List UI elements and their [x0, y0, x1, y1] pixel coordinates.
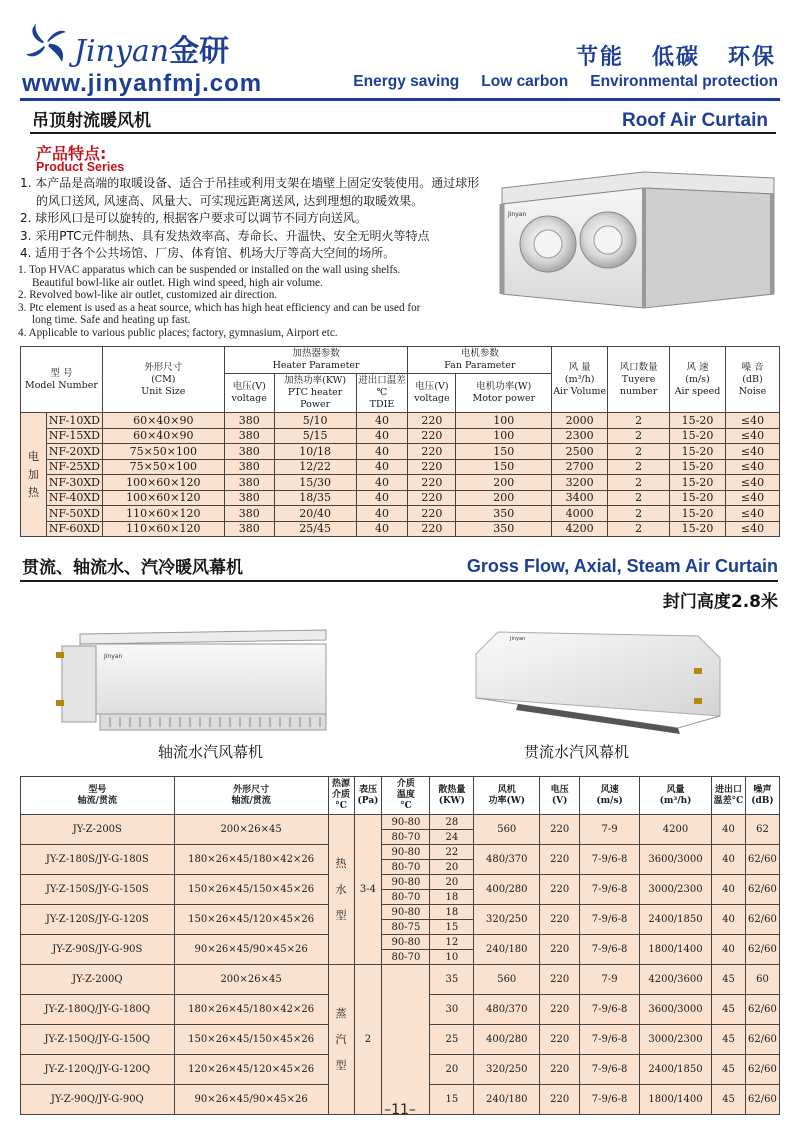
cell-heater-voltage: 380 — [224, 428, 274, 444]
cell-size: 75×50×100 — [102, 459, 224, 475]
col-fan-group: 电机参数 Fan Parameter — [408, 347, 552, 374]
cell-medium-temp: 90-80 — [382, 815, 430, 830]
cell-size: 110×60×120 — [102, 521, 224, 537]
t2-col-model: 型号 轴流/贯流 — [21, 777, 175, 815]
cell-fan-voltage: 220 — [408, 428, 456, 444]
cell-motor: 240/180 — [474, 1085, 540, 1115]
cell-medium-temp: 80-75 — [382, 920, 430, 935]
col-heater-group: 加热器参数 Heater Parameter — [224, 347, 408, 374]
cell-volume: 3000/2300 — [640, 875, 712, 905]
cell-tdie: 40 — [356, 521, 408, 537]
cell-noise: 62 — [745, 815, 779, 845]
cell-speed: 7-9/6-8 — [580, 875, 640, 905]
svg-text:Jinyan: Jinyan — [510, 636, 526, 642]
cell-noise: ≤40 — [725, 459, 779, 475]
table-row — [21, 965, 780, 995]
cell-air-volume: 3400 — [552, 490, 608, 506]
cell-size: 180×26×45/180×42×26 — [174, 845, 328, 875]
cell-ptc-power: 10/18 — [274, 444, 356, 460]
table-row — [21, 905, 780, 920]
cell-model: NF-25XD — [46, 459, 102, 475]
cell-size: 60×40×90 — [102, 428, 224, 444]
cell-volume: 4200/3600 — [640, 965, 712, 995]
cell-heat: 30 — [430, 995, 474, 1025]
cell-medium-temp: 90-80 — [382, 935, 430, 950]
slogan-en-2: Low carbon — [481, 73, 569, 90]
cell-heater-voltage: 380 — [224, 444, 274, 460]
cell-ptc-power: 20/40 — [274, 506, 356, 522]
cell-air-volume: 2700 — [552, 459, 608, 475]
cell-size: 150×26×45/150×45×26 — [174, 1025, 328, 1055]
t2-col-voltage: 电压 (V) — [540, 777, 580, 815]
water-steam-curtain-spec-table — [20, 776, 780, 1115]
cell-tdie: 40 — [356, 444, 408, 460]
feature-cn-item: 4. 适用于各个公共场馆、厂房、体育馆、机场大厅等高大空间的场所。 — [20, 246, 396, 260]
roof-air-curtain-image — [494, 168, 782, 316]
cell-pressure: 3-4 — [354, 815, 382, 965]
page-number: –11– — [384, 1102, 416, 1118]
feature-en-main: 2. Revolved bowl-like air outlet, customized air direction. — [18, 289, 278, 302]
cell-fan-voltage: 220 — [408, 475, 456, 491]
cell-size: 60×40×90 — [102, 413, 224, 429]
cell-noise: 62/60 — [745, 1025, 779, 1055]
header-divider — [20, 98, 780, 101]
cell-tdie: 45 — [711, 1085, 745, 1115]
cell-heat: 12 — [430, 935, 474, 950]
cell-tuyere: 2 — [608, 444, 670, 460]
cell-heater-voltage: 380 — [224, 506, 274, 522]
cell-heater-voltage: 380 — [224, 413, 274, 429]
col-tdie: 进出口温差 ℃ TDIE — [356, 374, 408, 413]
cell-air-speed: 15-20 — [670, 413, 726, 429]
cell-voltage: 220 — [540, 1025, 580, 1055]
feature-en-item — [18, 327, 488, 340]
cell-heat: 25 — [430, 1025, 474, 1055]
cell-ptc-power: 5/15 — [274, 428, 356, 444]
cell-model: NF-40XD — [46, 490, 102, 506]
cell-tdie: 40 — [356, 506, 408, 522]
cell-air-volume: 3200 — [552, 475, 608, 491]
table-row — [21, 506, 780, 522]
cell-size: 100×60×120 — [102, 490, 224, 506]
cell-air-volume: 4200 — [552, 521, 608, 537]
cell-tdie: 40 — [711, 815, 745, 845]
cell-speed: 7-9/6-8 — [580, 935, 640, 965]
cell-size: 200×26×45 — [174, 965, 328, 995]
cell-air-speed: 15-20 — [670, 490, 726, 506]
cell-medium-temp: 80-70 — [382, 890, 430, 905]
t2-col-motor: 风机 功率(W) — [474, 777, 540, 815]
col-size: 外形尺寸 (CM) Unit Size — [102, 347, 224, 413]
svg-text:Jinyan: Jinyan — [104, 653, 123, 660]
cell-motor-power: 100 — [456, 428, 552, 444]
cell-motor-power: 150 — [456, 459, 552, 475]
cell-medium-temp: 80-70 — [382, 830, 430, 845]
cell-volume: 1800/1400 — [640, 1085, 712, 1115]
features-list-en — [18, 264, 488, 340]
cell-tdie: 45 — [711, 965, 745, 995]
cell-size: 90×26×45/90×45×26 — [174, 935, 328, 965]
cell-air-speed: 15-20 — [670, 444, 726, 460]
col-model: 型 号 Model Number — [21, 347, 103, 413]
feature-en-main: 4. Applicable to various public places; factory, gymnasium, Airport etc. — [18, 326, 338, 339]
cell-model: JY-Z-180Q/JY-G-180Q — [21, 995, 175, 1025]
cell-ptc-power: 12/22 — [274, 459, 356, 475]
feature-cn-item: 2. 球形风口是可以旋转的, 根据客户要求可以调节不同方向送风。 — [20, 211, 367, 225]
cell-tdie: 45 — [711, 1055, 745, 1085]
category-electric-heating: 电 加 热 — [21, 413, 47, 537]
cell-air-volume: 2000 — [552, 413, 608, 429]
cell-tdie: 40 — [356, 475, 408, 491]
cell-ptc-power: 5/10 — [274, 413, 356, 429]
feature-en-item — [18, 302, 488, 327]
cell-heater-voltage: 380 — [224, 459, 274, 475]
table-row — [21, 815, 780, 830]
cell-voltage: 220 — [540, 905, 580, 935]
brand-name-cn: 金研 — [169, 34, 230, 69]
t2-col-medium: 热源 介质 °C — [328, 777, 354, 815]
cell-heat: 15 — [430, 1085, 474, 1115]
cell-heat: 20 — [430, 1055, 474, 1085]
cell-size: 200×26×45 — [174, 815, 328, 845]
cell-size: 110×60×120 — [102, 506, 224, 522]
cell-model: NF-15XD — [46, 428, 102, 444]
cell-size: 90×26×45/90×45×26 — [174, 1085, 328, 1115]
cell-voltage: 220 — [540, 965, 580, 995]
cell-speed: 7-9 — [580, 965, 640, 995]
brand-logo — [22, 20, 262, 70]
cell-size: 120×26×45/120×45×26 — [174, 1055, 328, 1085]
cell-model: JY-Z-150Q/JY-G-150Q — [21, 1025, 175, 1055]
feature-en-main: 1. Top HVAC apparatus which can be suspended or installed on the wall using shelfs. — [18, 264, 401, 276]
cell-noise: 62/60 — [745, 845, 779, 875]
slogan-cn-3: 环保 — [727, 45, 776, 70]
cell-motor-power: 150 — [456, 444, 552, 460]
cell-heat: 10 — [430, 950, 474, 965]
cell-noise: ≤40 — [725, 413, 779, 429]
brand-name — [74, 26, 229, 70]
section2-divider — [20, 580, 778, 582]
cell-fan-voltage: 220 — [408, 444, 456, 460]
cell-tdie: 40 — [356, 413, 408, 429]
col-air-volume: 风 量 (m³/h) Air Volume — [552, 347, 608, 413]
feature-en-item — [18, 264, 488, 289]
cell-medium-temp: 80-70 — [382, 950, 430, 965]
cell-model: JY-Z-200Q — [21, 965, 175, 995]
cell-tuyere: 2 — [608, 506, 670, 522]
axial-water-steam-curtain-image — [54, 628, 336, 738]
cell-noise: 62/60 — [745, 935, 779, 965]
cell-size: 150×26×45/150×45×26 — [174, 875, 328, 905]
cell-tdie: 40 — [711, 905, 745, 935]
cell-motor-power: 350 — [456, 506, 552, 522]
roof-air-curtain-spec-body — [21, 413, 780, 537]
cell-noise: ≤40 — [725, 521, 779, 537]
cell-motor: 240/180 — [474, 935, 540, 965]
cell-air-speed: 15-20 — [670, 428, 726, 444]
cell-motor: 400/280 — [474, 875, 540, 905]
cell-motor: 560 — [474, 965, 540, 995]
cell-model: NF-50XD — [46, 506, 102, 522]
brand-name-en: Jinyan — [74, 34, 170, 69]
cell-heat: 15 — [430, 920, 474, 935]
features-title-cn: 产品特点: — [36, 144, 107, 163]
cell-tuyere: 2 — [608, 413, 670, 429]
cell-motor: 400/280 — [474, 1025, 540, 1055]
cell-ptc-power: 15/30 — [274, 475, 356, 491]
cell-voltage: 220 — [540, 1055, 580, 1085]
col-air-speed: 风 速 (m/s) Air speed — [670, 347, 726, 413]
table-row — [21, 428, 780, 444]
cell-model: JY-Z-150S/JY-G-150S — [21, 875, 175, 905]
cell-speed: 7-9/6-8 — [580, 845, 640, 875]
cell-air-speed: 15-20 — [670, 506, 726, 522]
cell-heater-voltage: 380 — [224, 490, 274, 506]
caption-axial-curtain: 轴流水汽风幕机 — [158, 743, 264, 761]
cell-heater-voltage: 380 — [224, 521, 274, 537]
section2-title-en: Gross Flow, Axial, Steam Air Curtain — [466, 556, 778, 576]
cell-size: 180×26×45/180×42×26 — [174, 995, 328, 1025]
cell-voltage: 220 — [540, 845, 580, 875]
cell-noise: ≤40 — [725, 428, 779, 444]
cell-pressure: 2 — [354, 965, 382, 1115]
col-tuyere: 风口数量 Tuyere number — [608, 347, 670, 413]
cell-fan-voltage: 220 — [408, 413, 456, 429]
cell-noise: 60 — [745, 965, 779, 995]
section1-title-cn: 吊顶射流暖风机 — [32, 111, 151, 131]
cell-tdie: 45 — [711, 995, 745, 1025]
cell-speed: 7-9/6-8 — [580, 995, 640, 1025]
cell-motor: 320/250 — [474, 1055, 540, 1085]
col-noise: 噪 音 (dB) Noise — [725, 347, 779, 413]
cell-medium-temp: 90-80 — [382, 875, 430, 890]
table-row — [21, 845, 780, 860]
cell-motor: 560 — [474, 815, 540, 845]
cell-tuyere: 2 — [608, 475, 670, 491]
svg-text:Jinyan: Jinyan — [508, 211, 527, 218]
cell-speed: 7-9/6-8 — [580, 1025, 640, 1055]
cell-speed: 7-9/6-8 — [580, 905, 640, 935]
feature-cn-item: 1. 本产品是高端的取暖设备、适合于吊挂或利用支架在墙壁上固定安装使用。通过球形的风口送风, 风速高、风量大、可实现远距离送风, 达到理想的取暖效果。 — [20, 176, 480, 208]
cell-ptc-power: 18/35 — [274, 490, 356, 506]
cell-medium-temp: 90-80 — [382, 845, 430, 860]
t2-col-heat: 散热量 (KW) — [430, 777, 474, 815]
cell-medium-temp: 90-80 — [382, 905, 430, 920]
crossflow-water-steam-curtain-image — [458, 628, 734, 738]
cell-noise: ≤40 — [725, 475, 779, 491]
cell-noise: ≤40 — [725, 490, 779, 506]
cell-air-speed: 15-20 — [670, 475, 726, 491]
t2-col-pressure: 表压 (Pa) — [354, 777, 382, 815]
t2-col-noise: 噪声 (dB) — [745, 777, 779, 815]
section2-title-cn: 贯流、轴流水、汽冷暖风幕机 — [22, 558, 243, 578]
cell-fan-voltage: 220 — [408, 506, 456, 522]
cell-model: NF-20XD — [46, 444, 102, 460]
cell-tdie: 40 — [711, 845, 745, 875]
feature-en-sub: long time. Safe and heating up fast. — [32, 314, 191, 327]
t2-col-tdie: 进出口 温差°C — [711, 777, 745, 815]
cell-heater-voltage: 380 — [224, 475, 274, 491]
cell-voltage: 220 — [540, 1085, 580, 1115]
cell-tdie: 40 — [356, 490, 408, 506]
cell-voltage: 220 — [540, 875, 580, 905]
cell-model: NF-10XD — [46, 413, 102, 429]
cell-heat: 18 — [430, 890, 474, 905]
table-row — [21, 935, 780, 950]
cell-air-speed: 15-20 — [670, 521, 726, 537]
t2-col-volume: 风量 (m³/h) — [640, 777, 712, 815]
cell-heat: 22 — [430, 845, 474, 860]
section2-subtitle: 封门高度2.8米 — [662, 592, 778, 612]
cell-tdie: 40 — [356, 459, 408, 475]
cell-motor-power: 100 — [456, 413, 552, 429]
cell-tuyere: 2 — [608, 428, 670, 444]
cell-noise: 62/60 — [745, 1085, 779, 1115]
cell-heat: 20 — [430, 875, 474, 890]
table-row — [21, 444, 780, 460]
cell-volume: 3600/3000 — [640, 845, 712, 875]
category-hot-water: 热 水 型 — [328, 815, 354, 965]
cell-size: 75×50×100 — [102, 444, 224, 460]
table-row — [21, 490, 780, 506]
cell-tdie: 40 — [356, 428, 408, 444]
cell-model: JY-Z-120Q/JY-G-120Q — [21, 1055, 175, 1085]
cell-volume: 2400/1850 — [640, 1055, 712, 1085]
section1-divider — [30, 132, 776, 134]
table-row — [21, 413, 780, 429]
cell-tuyere: 2 — [608, 521, 670, 537]
website-url: www.jinyanfmj.com — [22, 70, 263, 97]
cell-voltage: 220 — [540, 815, 580, 845]
cell-size: 100×60×120 — [102, 475, 224, 491]
cell-model: JY-Z-200S — [21, 815, 175, 845]
cell-volume: 1800/1400 — [640, 935, 712, 965]
cell-heat: 28 — [430, 815, 474, 830]
cell-volume: 3000/2300 — [640, 1025, 712, 1055]
cell-noise: ≤40 — [725, 506, 779, 522]
cell-model: NF-60XD — [46, 521, 102, 537]
slogan-en-1: Energy saving — [353, 73, 460, 90]
cell-model: JY-Z-90Q/JY-G-90Q — [21, 1085, 175, 1115]
cell-speed: 7-9/6-8 — [580, 1085, 640, 1115]
section1-title-en: Roof Air Curtain — [621, 110, 768, 131]
cell-tuyere: 2 — [608, 459, 670, 475]
slogan-cn-1: 节能 — [575, 45, 624, 70]
slogan-en-3: Environmental protection — [590, 73, 778, 90]
feature-cn-item: 3. 采用PTC元件制热、具有发热效率高、寿命长、升温快、安全无明火等特点 — [20, 228, 430, 243]
cell-speed: 7-9 — [580, 815, 640, 845]
cell-heat: 20 — [430, 860, 474, 875]
table-row — [21, 459, 780, 475]
cell-noise: 62/60 — [745, 995, 779, 1025]
cell-air-volume: 4000 — [552, 506, 608, 522]
cell-motor: 320/250 — [474, 905, 540, 935]
water-steam-curtain-spec-body — [21, 815, 780, 1115]
cell-volume: 2400/1850 — [640, 905, 712, 935]
cell-fan-voltage: 220 — [408, 521, 456, 537]
cell-air-volume: 2500 — [552, 444, 608, 460]
cell-ptc-power: 25/45 — [274, 521, 356, 537]
cell-air-volume: 2300 — [552, 428, 608, 444]
cell-fan-voltage: 220 — [408, 459, 456, 475]
cell-tuyere: 2 — [608, 490, 670, 506]
cell-motor: 480/370 — [474, 845, 540, 875]
cell-heat: 24 — [430, 830, 474, 845]
cell-volume: 3600/3000 — [640, 995, 712, 1025]
feature-en-sub: Beautiful bowl-like air outlet. High wind speed, high air volume. — [32, 276, 323, 289]
col-heater-voltage: 电压(V) voltage — [224, 374, 274, 413]
cell-tdie: 40 — [711, 935, 745, 965]
cell-tdie: 40 — [711, 875, 745, 905]
cell-model: NF-30XD — [46, 475, 102, 491]
col-fan-voltage: 电压(V) voltage — [408, 374, 456, 413]
swirl-fan-logo-icon — [22, 20, 70, 68]
cell-medium-temp-empty — [382, 965, 430, 1115]
slogan-cn — [548, 40, 776, 71]
cell-air-speed: 15-20 — [670, 459, 726, 475]
cell-heat: 35 — [430, 965, 474, 995]
cell-tdie: 45 — [711, 1025, 745, 1055]
cell-heat: 18 — [430, 905, 474, 920]
cell-fan-voltage: 220 — [408, 490, 456, 506]
cell-noise: ≤40 — [725, 444, 779, 460]
cell-voltage: 220 — [540, 935, 580, 965]
table-row — [21, 475, 780, 491]
feature-en-item — [18, 289, 488, 302]
category-steam: 蒸 汽 型 — [328, 965, 354, 1115]
roof-air-curtain-spec-table — [20, 346, 780, 537]
caption-crossflow-curtain: 贯流水汽风幕机 — [524, 743, 630, 761]
feature-en-main: 3. Ptc element is used as a heat source, which has high heat efficiency and can be used for — [18, 301, 421, 314]
col-motor-power: 电机功率(W) Motor power — [456, 374, 552, 413]
cell-motor-power: 350 — [456, 521, 552, 537]
t2-col-size: 外形尺寸 轴流/贯流 — [174, 777, 328, 815]
cell-volume: 4200 — [640, 815, 712, 845]
cell-noise: 62/60 — [745, 905, 779, 935]
col-ptc-power: 加热功率(KW) PTC heater Power — [274, 374, 356, 413]
cell-noise: 62/60 — [745, 875, 779, 905]
features-list-cn — [20, 175, 488, 263]
cell-size: 150×26×45/120×45×26 — [174, 905, 328, 935]
cell-voltage: 220 — [540, 995, 580, 1025]
cell-model: JY-Z-90S/JY-G-90S — [21, 935, 175, 965]
cell-motor: 480/370 — [474, 995, 540, 1025]
cell-model: JY-Z-180S/JY-G-180S — [21, 845, 175, 875]
cell-motor-power: 200 — [456, 475, 552, 491]
features-title-en: Product Series — [36, 160, 125, 174]
cell-motor-power: 200 — [456, 490, 552, 506]
slogan-en — [331, 73, 778, 91]
table-row — [21, 521, 780, 537]
cell-model: JY-Z-120S/JY-G-120S — [21, 905, 175, 935]
t2-col-speed: 风速 (m/s) — [580, 777, 640, 815]
cell-speed: 7-9/6-8 — [580, 1055, 640, 1085]
table-row — [21, 875, 780, 890]
cell-noise: 62/60 — [745, 1055, 779, 1085]
slogan-cn-2: 低碳 — [651, 45, 700, 70]
cell-medium-temp: 80-70 — [382, 860, 430, 875]
t2-col-medium-temp: 介质 温度 °C — [382, 777, 430, 815]
